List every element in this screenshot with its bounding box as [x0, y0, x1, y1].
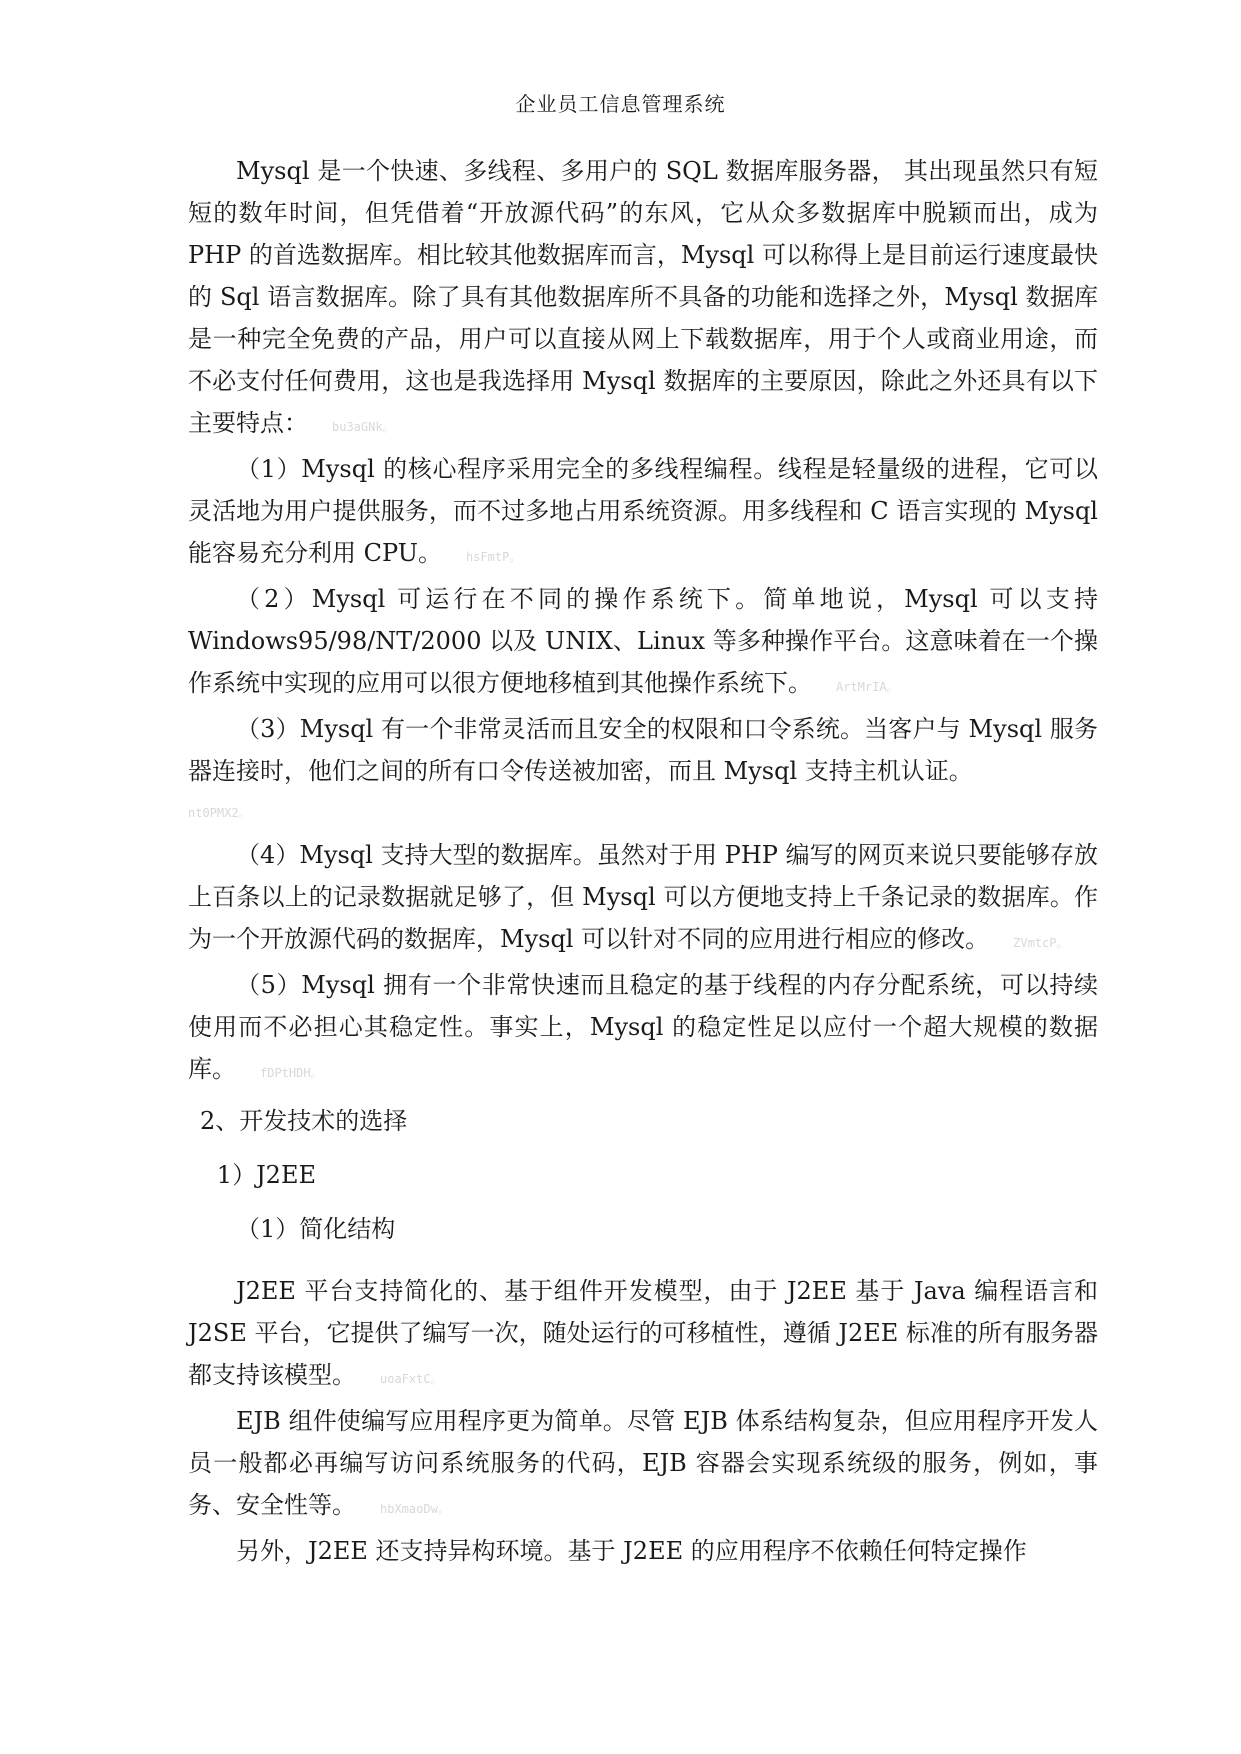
subsection-heading: 1）J2EE [216, 1161, 316, 1189]
document-body [188, 150, 1098, 1572]
paragraph-text: EJB 组件使编写应用程序更为简单。尽管 EJB 体系结构复杂，但应用程序开发人员一般都必再编写访问系统服务的代码，EJB 容器会实现系统级的服务，例如，事务、安全性等。 [188, 1407, 1098, 1519]
spacer [188, 1256, 1098, 1270]
watermark-code: ArtMrIA。 [836, 680, 899, 694]
paragraph-text: （1）Mysql 的核心程序采用完全的多线程编程。线程是轻量级的进程，它可以灵活地为用户提供服务，而不过多地占用系统资源。用多线程和 C 语言实现的 Mysql 能容易充分利用 CPU。 [188, 455, 1098, 567]
watermark-code: ZVmtcP。 [1013, 936, 1069, 950]
subsubsection-heading: （1）简化结构 [236, 1215, 396, 1243]
paragraph-mysql-intro [188, 150, 1098, 448]
paragraph-feature-2 [188, 578, 1098, 708]
watermark-code: fDPtHDH。 [260, 1066, 323, 1080]
paragraph-feature-5 [188, 964, 1098, 1094]
paragraph-heterogeneous [188, 1530, 1098, 1572]
section-heading: 2、开发技术的选择 [200, 1107, 408, 1135]
paragraph-text: J2EE 平台支持简化的、基于组件开发模型，由于 J2EE 基于 Java 编程语言和 J2SE 平台，它提供了编写一次，随处运行的可移植性，遵循 J2EE 标准的所有服务器都支持该模型。 [188, 1277, 1098, 1389]
watermark-code: hbXmaoDw。 [380, 1502, 450, 1516]
watermark-code: uoaFxtC。 [380, 1372, 443, 1386]
watermark-code: bu3aGNk。 [332, 420, 395, 434]
paragraph-feature-1 [188, 448, 1098, 578]
page-header: 企业员工信息管理系统 [515, 92, 726, 116]
watermark-code: hsFmtP。 [465, 550, 522, 564]
paragraph-feature-4 [188, 834, 1098, 964]
paragraph-text: Mysql 是一个快速、多线程、多用户的 SQL 数据库服务器， 其出现虽然只有短短的数年时间，但凭借着“开放源代码”的东风，它从众多数据库中脱颖而出，成为 PHP 的首选数据库。相比较其他数据库而言，Mysql 可以称得上是目前运行速度最快的 Sql 语言数据库。除了具有其他数据库所不具备的功能和选择之外，Mysql 数据库是一种完全免费的产品，用户可以直接从网上下载数据库，用于个人或商业用途，而不必支付任何费用，这也是我选择用 Mysql 数据库的主要原因，除此之外还具有以下主要特点： [188, 157, 1098, 437]
paragraph-ejb [188, 1400, 1098, 1530]
paragraph-j2ee-model [188, 1270, 1098, 1400]
watermark-code-line: nt0PMX2。 [188, 806, 251, 820]
paragraph-text: （3）Mysql 有一个非常灵活而且安全的权限和口令系统。当客户与 Mysql 服务器连接时，他们之间的所有口令传送被加密，而且 Mysql 支持主机认证。 [188, 715, 1098, 785]
paragraph-text: （5）Mysql 拥有一个非常快速而且稳定的基于线程的内存分配系统，可以持续使用而不必担心其稳定性。事实上，Mysql 的稳定性足以应付一个超大规模的数据库。 [188, 971, 1098, 1083]
paragraph-feature-3 [188, 708, 1098, 792]
paragraph-text: （2）Mysql 可运行在不同的操作系统下。简单地说，Mysql 可以支持 Windows95/98/NT/2000 以及 UNIX、Linux 等多种操作平台。这意味着在一个操作系统中实现的应用可以很方便地移植到其他操作系统下。 [188, 585, 1098, 697]
paragraph-text: 另外，J2EE 还支持异构环境。基于 J2EE 的应用程序不依赖任何特定操作 [236, 1537, 1027, 1565]
paragraph-text: （4）Mysql 支持大型的数据库。虽然对于用 PHP 编写的网页来说只要能够存放上百条以上的记录数据就足够了，但 Mysql 可以方便地支持上千条记录的数据库。作为一个开放源代码的数据库，Mysql 可以针对不同的应用进行相应的修改。 [188, 841, 1098, 953]
